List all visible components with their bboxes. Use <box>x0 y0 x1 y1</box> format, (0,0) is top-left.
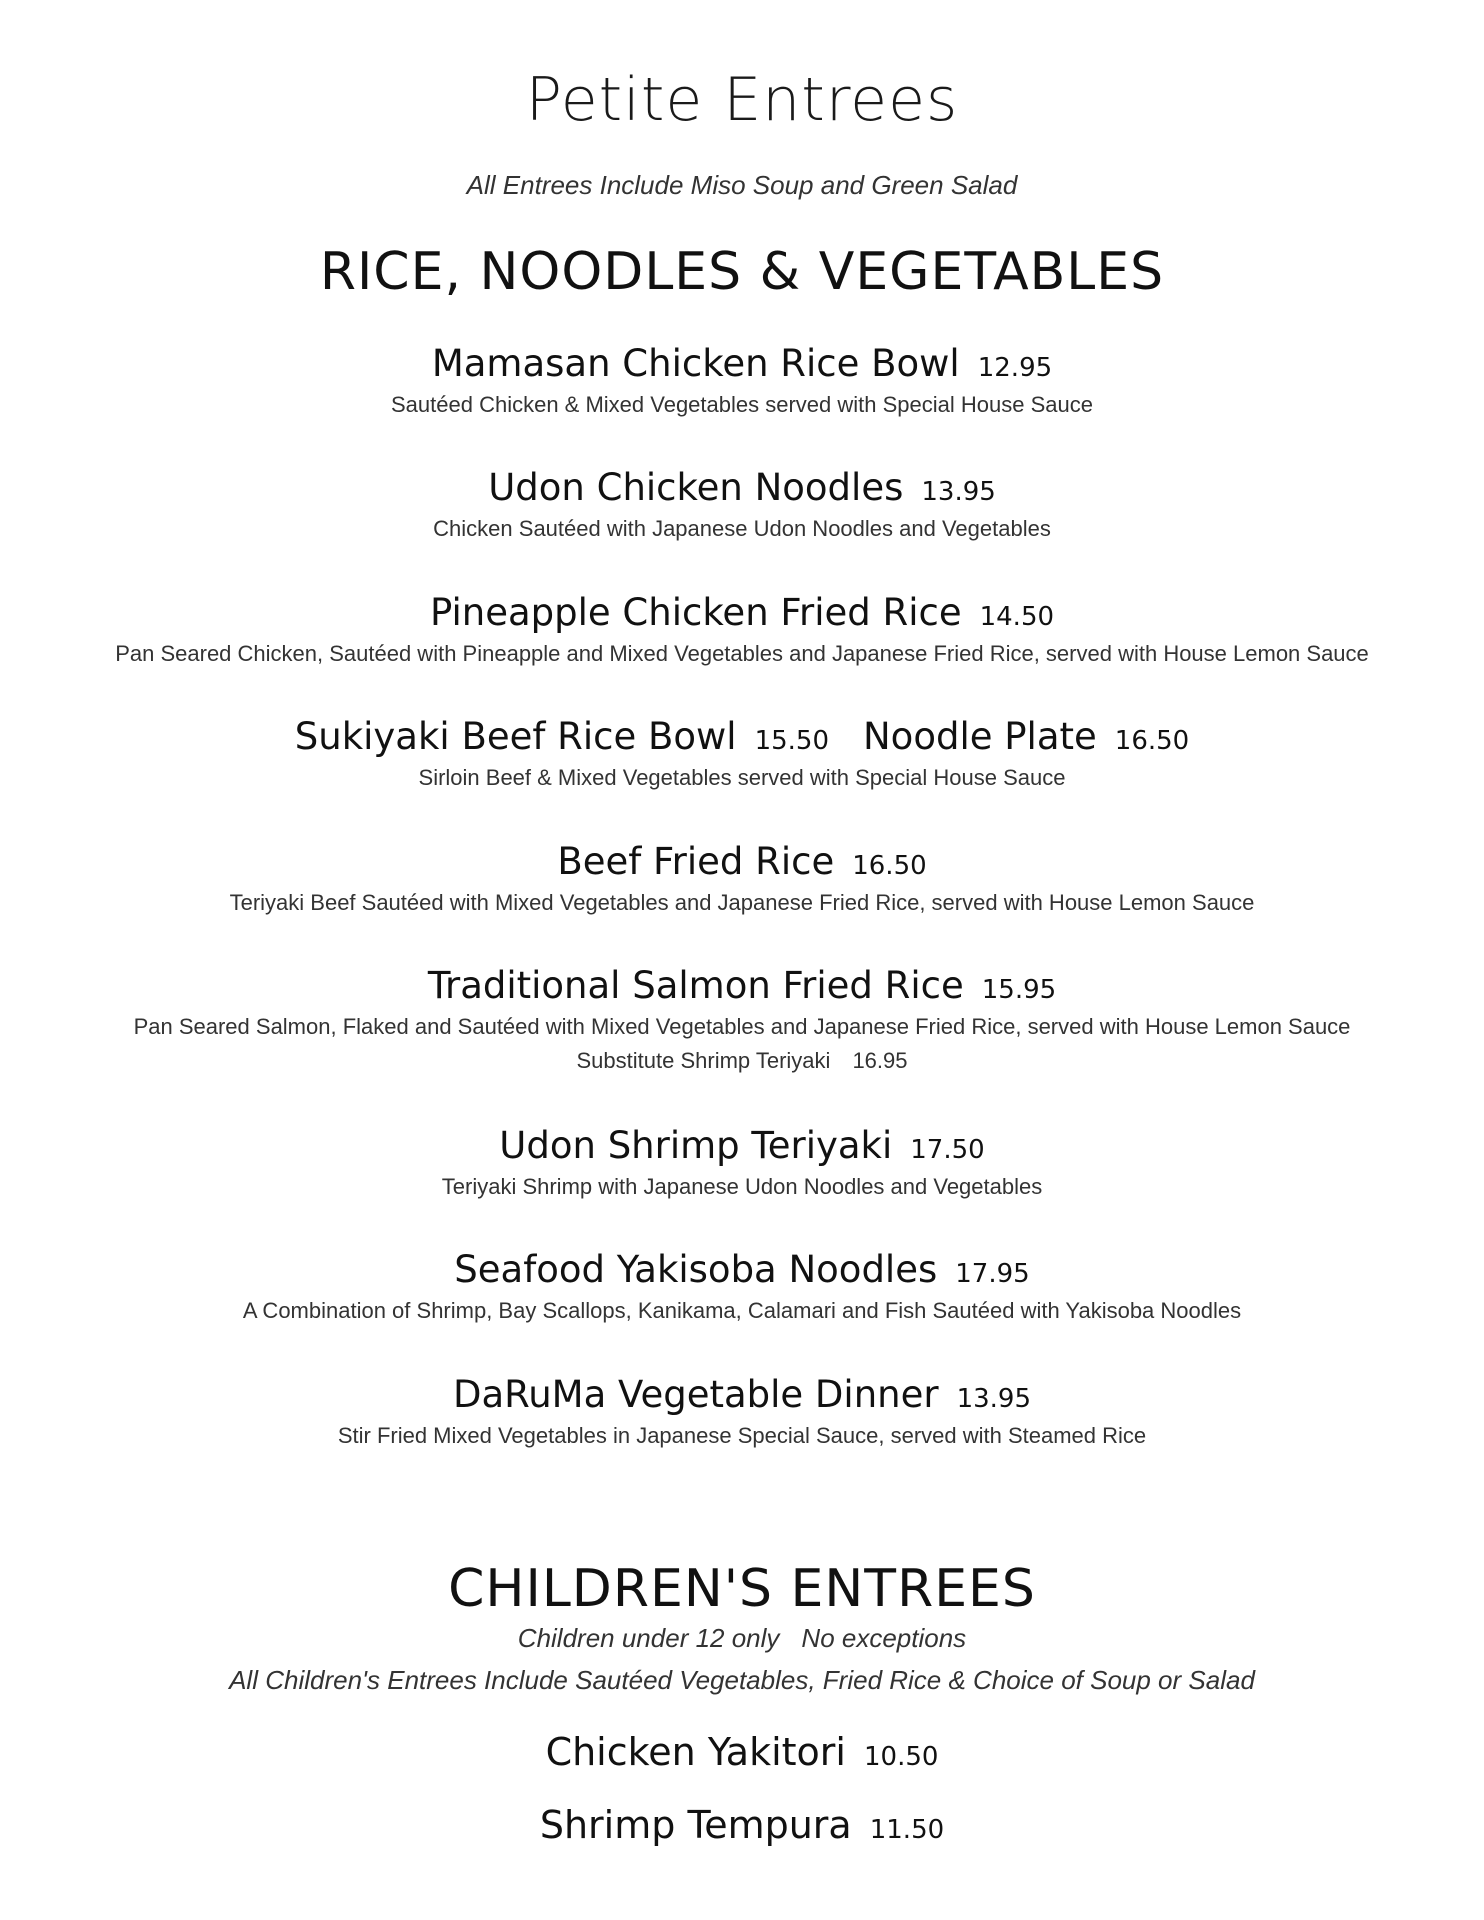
item-name: Traditional Salmon Fried Rice <box>427 964 964 1007</box>
item-description: Pan Seared Salmon, Flaked and Sautéed with Mixed Vegetables and Japanese Fried Rice, served with House Lemon Sauce <box>133 1014 1351 1039</box>
item-substitute <box>0 1048 1484 1074</box>
item-price: 15.50 <box>754 726 829 756</box>
item-description: Stir Fried Mixed Vegetables in Japanese Special Sauce, served with Steamed Rice <box>337 1423 1147 1448</box>
menu-item <box>0 964 1484 1074</box>
item-name: Seafood Yakisoba Noodles <box>454 1248 938 1291</box>
menu-item <box>0 1124 1484 1200</box>
kids-menu-item <box>0 1803 1484 1847</box>
item-name: Beef Fried Rice <box>557 840 835 883</box>
page-subtitle: All Entrees Include Miso Soup and Green Salad <box>466 170 1018 200</box>
item-description: A Combination of Shrimp, Bay Scallops, Kanikama, Calamari and Fish Sautéed with Yakisoba Noodles <box>242 1298 1242 1323</box>
section-heading-childrens-entrees: CHILDREN'S ENTREES <box>448 1559 1036 1619</box>
page-title: Petite Entrees <box>525 65 959 135</box>
item-alt-name: Noodle Plate <box>863 715 1097 758</box>
item-price: 15.95 <box>981 975 1057 1005</box>
item-name: Shrimp Tempura <box>539 1803 852 1847</box>
item-description: Teriyaki Shrimp with Japanese Udon Noodles and Vegetables <box>441 1174 1043 1199</box>
item-price: 17.50 <box>910 1135 985 1165</box>
menu-item <box>0 466 1484 542</box>
item-price: 14.50 <box>979 602 1055 632</box>
item-price: 10.50 <box>863 1742 939 1772</box>
item-name: Mamasan Chicken Rice Bowl <box>431 342 960 385</box>
kids-menu-item <box>0 1730 1484 1774</box>
item-name: Sukiyaki Beef Rice Bowl <box>294 715 737 758</box>
menu-item <box>0 1248 1484 1324</box>
item-description: Sautéed Chicken & Mixed Vegetables served with Special House Sauce <box>391 392 1093 417</box>
item-description: Teriyaki Beef Sautéed with Mixed Vegetables and Japanese Fried Rice, served with House Lemon Sauce <box>229 890 1255 915</box>
item-price: 16.50 <box>852 851 927 881</box>
item-alt-price: 16.50 <box>1114 726 1190 756</box>
substitute-price: 16.95 <box>852 1048 908 1073</box>
kids-age-restriction: Children under 12 only <box>517 1623 780 1653</box>
item-price: 13.95 <box>921 477 996 507</box>
menu-item <box>0 342 1484 418</box>
substitute-label: Substitute Shrimp Teriyaki <box>576 1048 831 1073</box>
menu-item <box>0 715 1484 791</box>
menu-item <box>0 1373 1484 1449</box>
kids-age-note <box>0 1623 1484 1654</box>
item-description: Sirloin Beef & Mixed Vegetables served with Special House Sauce <box>418 765 1066 790</box>
item-description: Pan Seared Chicken, Sautéed with Pineapple and Mixed Vegetables and Japanese Fried Rice, served with House Lemon Sauce <box>115 641 1369 666</box>
item-name: Pineapple Chicken Fried Rice <box>429 591 962 634</box>
menu-item <box>0 840 1484 916</box>
item-name: Udon Shrimp Teriyaki <box>499 1124 893 1167</box>
item-price: 12.95 <box>977 353 1053 383</box>
item-name: Chicken Yakitori <box>545 1730 846 1774</box>
item-description: Chicken Sautéed with Japanese Udon Noodles and Vegetables <box>433 516 1051 541</box>
item-price: 13.95 <box>956 1384 1032 1414</box>
kids-no-exceptions: No exceptions <box>801 1623 967 1653</box>
item-price: 11.50 <box>869 1815 945 1845</box>
kids-includes-note: All Children's Entrees Include Sautéed Vegetables, Fried Rice & Choice of Soup or Salad <box>229 1665 1255 1695</box>
section-heading-rice-noodles-vegetables: RICE, NOODLES & VEGETABLES <box>319 242 1165 302</box>
item-name: Udon Chicken Noodles <box>488 466 904 509</box>
menu-item <box>0 591 1484 667</box>
item-name: DaRuMa Vegetable Dinner <box>452 1373 939 1416</box>
item-price: 17.95 <box>955 1259 1030 1289</box>
